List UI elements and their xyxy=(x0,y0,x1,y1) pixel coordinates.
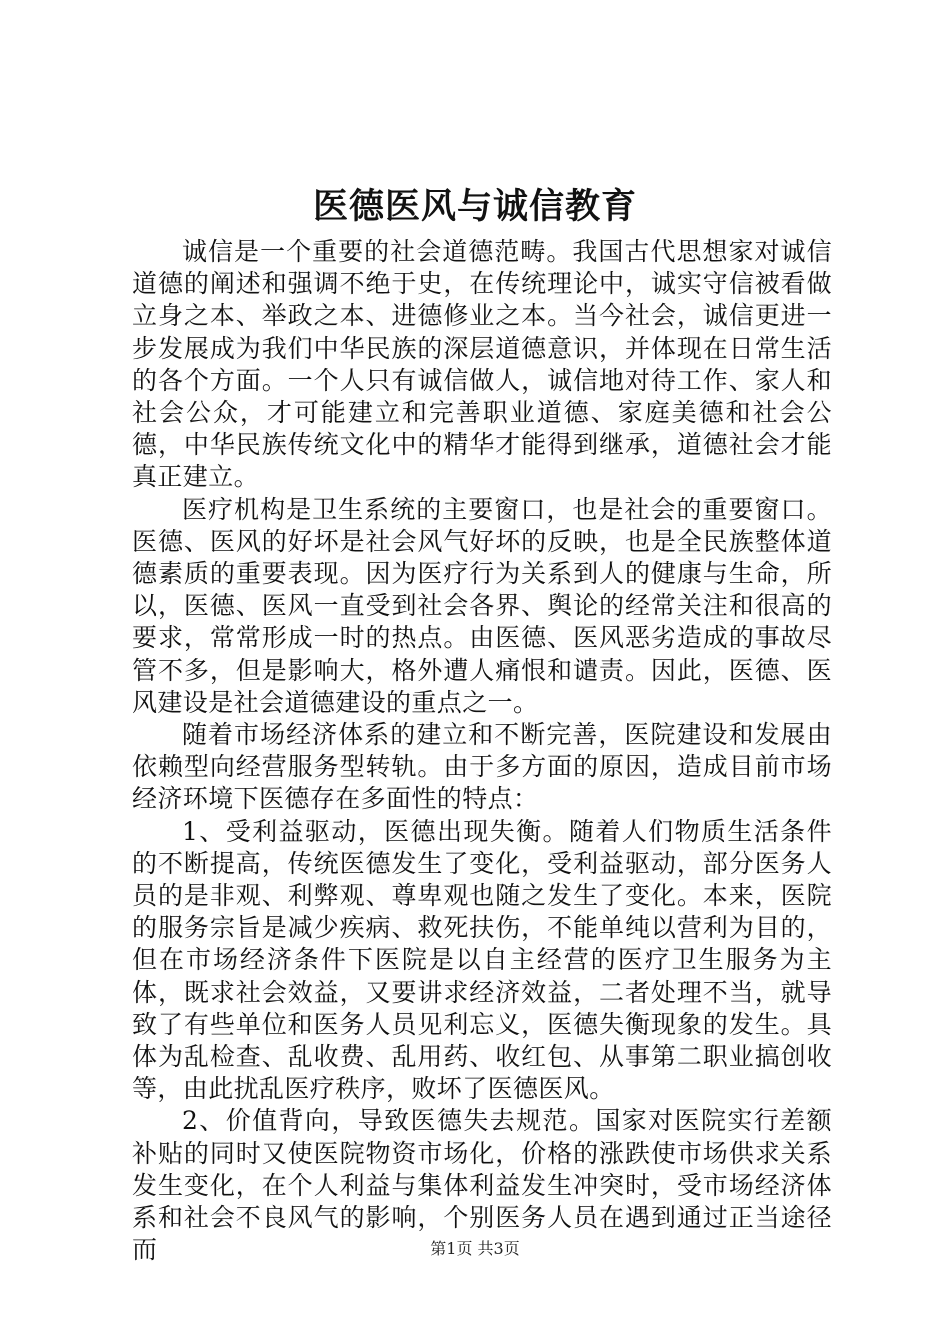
page-footer: 第1页 共3页 xyxy=(430,1239,520,1258)
paragraph-3: 随着市场经济体系的建立和不断完善，医院建设和发展由依赖型向经营服务型转轨。由于多方面的原因，造成目前市场经济环境下医德存在多面性的特点： xyxy=(132,720,832,814)
paragraph-2: 医疗机构是卫生系统的主要窗口，也是社会的重要窗口。医德、医风的好坏是社会风气好坏的反映，也是全民族整体道德素质的重要表现。因为医疗行为关系到人的健康与生命，所以，医德、医风一直受到社会各界、舆论的经常关注和很高的要求，常常形成一时的热点。由医德、医风恶劣造成的事故尽管不多，但是影响大，格外遭人痛恨和谴责。因此，医德、医风建设是社会道德建设的重点之一。 xyxy=(132,494,832,717)
document-body xyxy=(132,236,832,1267)
paragraph-4: 1、受利益驱动，医德出现失衡。随着人们物质生活条件的不断提高，传统医德发生了变化，受利益驱动，部分医务人员的是非观、利弊观、尊卑观也随之发生了变化。本来，医院的服务宗旨是减少疾病、救死扶伤，不能单纯以营利为目的，但在市场经济条件下医院是以自主经营的医疗卫生服务为主体，既求社会效益，又要讲求经济效益，二者处理不当，就导致了有些单位和医务人员见利忘义，医德失衡现象的发生。具体为乱检查、乱收费、乱用药、收红包、从事第二职业搞创收等，由此扰乱医疗秩序，败坏了医德医风。 xyxy=(132,816,832,1104)
paragraph-5: 2、价值背向，导致医德失去规范。国家对医院实行差额补贴的同时又使医院物资市场化，价格的涨跌使市场供求关系发生变化，在个人利益与集体利益发生冲突时，受市场经济体系和社会不良风气的影响，个别医务人员在遇到通过正当途径而 xyxy=(132,1106,832,1265)
document-title: 医德医风与诚信教育 xyxy=(312,186,637,227)
paragraph-1: 诚信是一个重要的社会道德范畴。我国古代思想家对诚信道德的阐述和强调不绝于史，在传统理论中，诚实守信被看做立身之本、举政之本、进德修业之本。当今社会，诚信更进一步发展成为我们中华民族的深层道德意识，并体现在日常生活的各个方面。一个人只有诚信做人，诚信地对待工作、家人和社会公众，才可能建立和完善职业道德、家庭美德和社会公德，中华民族传统文化中的精华才能得到继承，道德社会才能真正建立。 xyxy=(132,237,832,492)
